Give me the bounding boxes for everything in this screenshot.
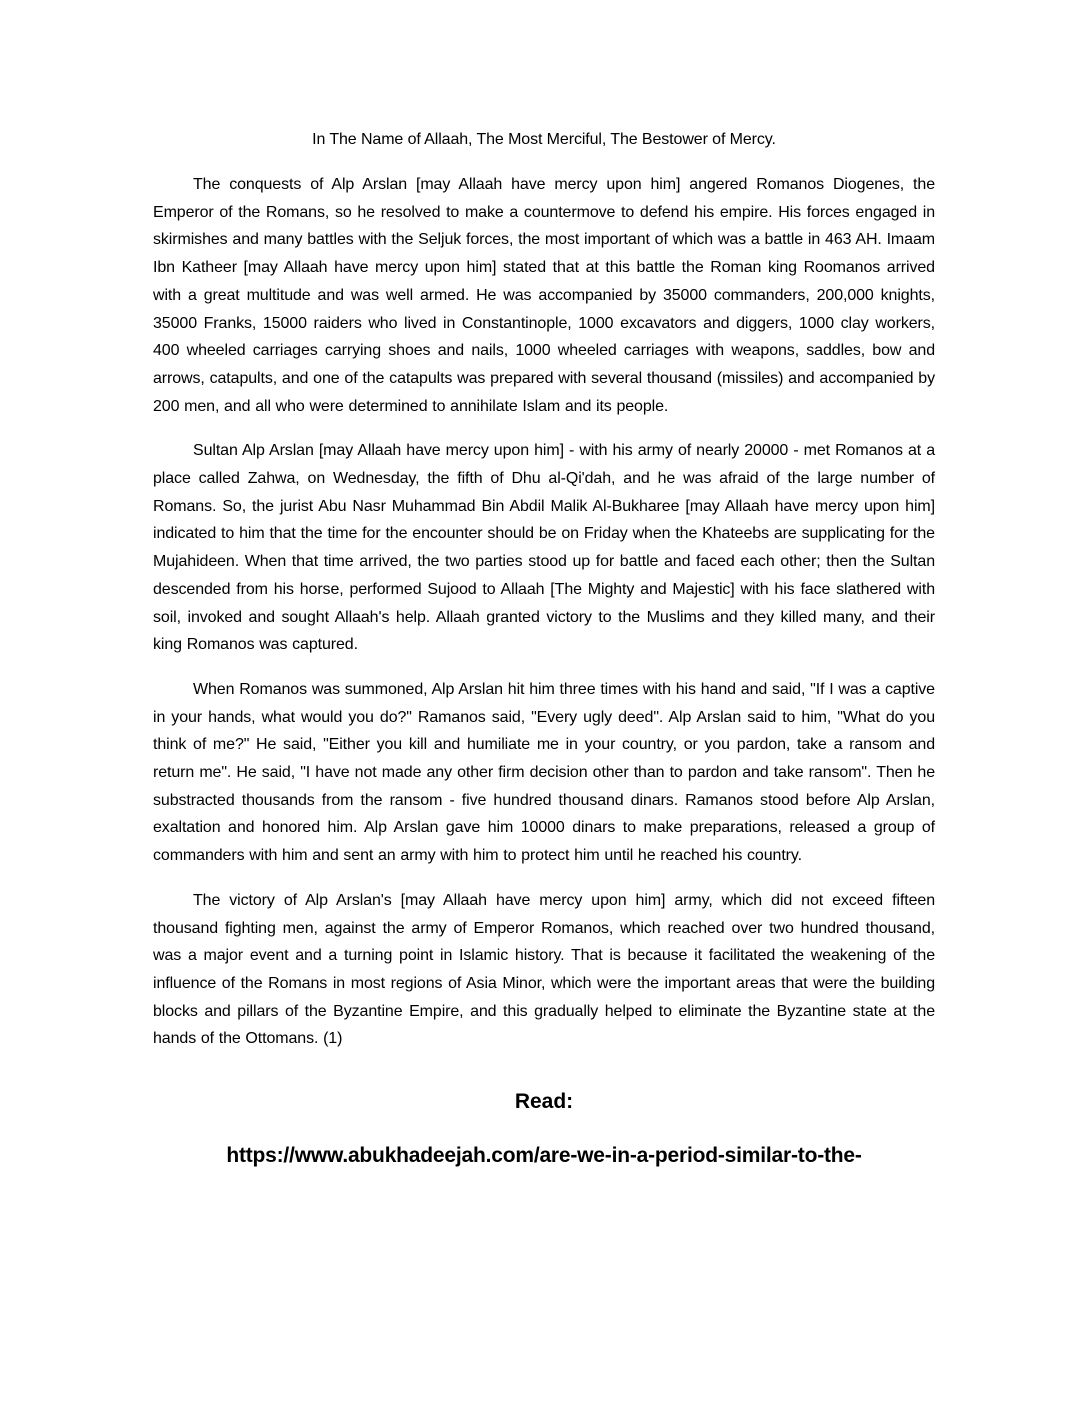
body-paragraph-4: The victory of Alp Arslan's [may Allaah have mercy upon him] army, which did not exceed fifteen thousand fighting men, against the army of Emperor Romanos, which reached over two hundred thousand, was a major event and a turning point in Islamic history. That is because it facilitated the weakening of the influence of the Romans in most regions of Asia Minor, which were the important areas that were the building blocks and pillars of the Byzantine Empire, and this gradually helped to eliminate the Byzantine state at the hands of the Ottomans. (1) [153, 891, 935, 1048]
body-paragraph-2: Sultan Alp Arslan [may Allaah have mercy upon him] - with his army of nearly 20000 - met Romanos at a place called Zahwa, on Wednesday, the fifth of Dhu al-Qi'dah, and he was afraid of the large number of Romans. So, the jurist Abu Nasr Muhammad Bin Abdil Malik Al-Bukharee [may Allaah have mercy upon him] indicated to him that the time for the encounter should be on Friday when the Khateebs are supplicating for the Mujahideen. When that time arrived, the two parties stood up for battle and faced each other; then the Sultan descended from his horse, performed Sujood to Allaah [The Mighty and Majestic] with his face slathered with soil, invoked and sought Allaah's help. Allaah granted victory to the Muslims and they killed many, and their king Romanos was captured. [153, 442, 935, 654]
body-paragraph-3: When Romanos was summoned, Alp Arslan hit him three times with his hand and said, "If I was a captive in your hands, what would you do?" Ramanos said, "Every ugly deed". Alp Arslan said to him, "What do you think of me?" He said, "Either you kill and humiliate me in your country, or you pardon, take a ransom and return me". He said, "I have not made any other firm decision other than to pardon and take ransom". Then he substracted thousands from the ransom - five hundred thousand dinars. Ramanos stood before Alp Arslan, exaltation and honored him. Alp Arslan gave him 10000 dinars to make preparations, released a group of commanders with him and sent an army with him to protect him until he reached his country. [153, 680, 935, 865]
basmala-line: In The Name of Allaah, The Most Merciful, The Bestower of Mercy. [312, 131, 776, 148]
read-heading: Read: [514, 1090, 574, 1114]
body-paragraph-1: The conquests of Alp Arslan [may Allaah have mercy upon him] angered Romanos Diogenes, the Emperor of the Romans, so he resolved to make a countermove to defend his empire. His forces engaged in skirmishes and many battles with the Seljuk forces, the most important of which was a battle in 463 AH. Imaam Ibn Katheer [may Allaah have mercy upon him] stated that at this battle the Roman king Roomanos arrived with a great multitude and was well armed. He was accompanied by 35000 commanders, 200,000 knights, 35000 Franks, 15000 raiders who lived in Constantinople, 1000 excavators and diggers, 1000 clay workers, 400 wheeled carriages carrying shoes and nails, 1000 wheeled carriages with weapons, saddles, bow and arrows, catapults, and one of the catapults was prepared with several thousand (missiles) and accompanied by 200 men, and all who were determined to annihilate Islam and its people. [153, 176, 935, 415]
article-link[interactable]: https://www.abukhadeejah.com/are-we-in-a-period-similar-to-the- [226, 1144, 862, 1168]
